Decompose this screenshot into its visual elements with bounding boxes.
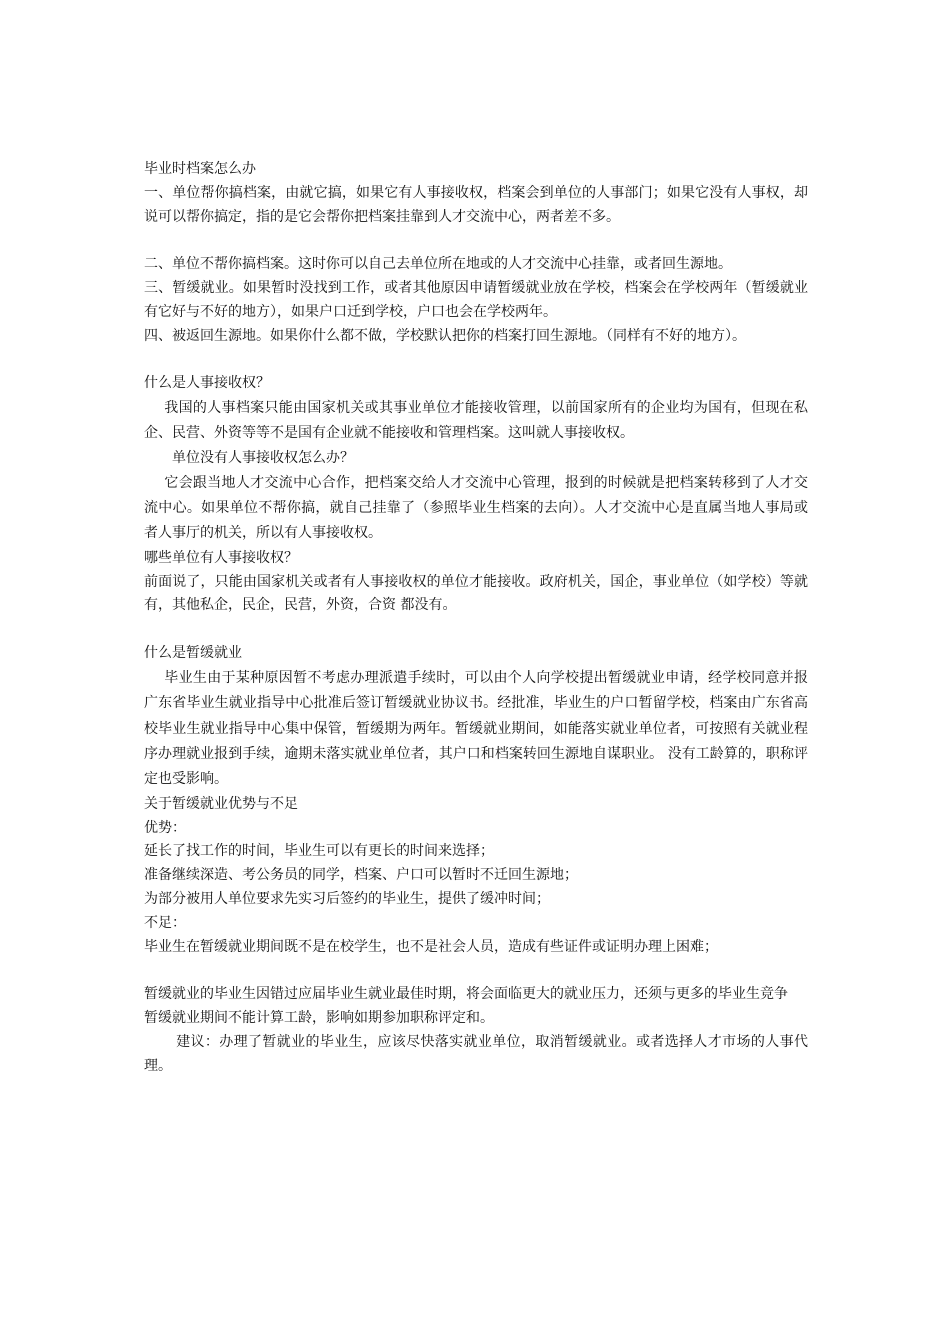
disadvantage-item: 暂缓就业期间不能计算工龄，影响如期参加职称评定和。 xyxy=(144,1009,494,1026)
advantages-label: 优势： xyxy=(144,819,186,836)
paragraph-option-2: 二、单位不帮你搞档案。这时你可以自己去单位所在地或的人才交流中心挂靠，或者回生源地。 xyxy=(144,256,732,273)
advice-paragraph: 建议：办理了暂就业的毕业生，应该尽快落实就业单位，取消暂缓就业。或者选择人才市场的人事代理。 xyxy=(144,1033,808,1074)
document-body xyxy=(144,158,808,1078)
doc-title: 毕业时档案怎么办 xyxy=(144,161,256,177)
paragraph-personnel-right: 我国的人事档案只能由国家机关或其事业单位才能接收管理，以前国家所有的企业均为国有，但现在私企、民营、外资等等不是国有企业就不能接收和管理档案。这叫就人事接收权。 xyxy=(144,399,808,442)
blank-line xyxy=(144,959,808,983)
section-heading-personnel-right: 什么是人事接收权？ xyxy=(144,375,270,392)
paragraph-talent-center: 它会跟当地人才交流中心合作，把档案交给人才交流中心管理，报到的时候就是把档案转移到了人才交流中心。如果单位不帮你搞，就自己挂靠了（参照毕业生档案的去向）。人才交流中心是直属当地人事局或者人事厅的机关，所以有人事接收权。 xyxy=(144,474,808,542)
blank-line xyxy=(144,229,808,253)
advantage-item: 准备继续深造、考公务员的同学，档案、户口可以暂时不迁回生源地； xyxy=(144,867,578,884)
paragraph-option-1: 一、单位帮你搞档案，由就它搞，如果它有人事接收权，档案会到单位的人事部门；如果它没有人事权，却说可以帮你搞定，指的是它会帮你把档案挂靠到人才交流中心，两者差不多。 xyxy=(144,184,808,225)
subheading-pros-cons: 关于暂缓就业优势与不足 xyxy=(144,795,298,812)
advantage-item: 为部分被用人单位要求先实习后签约的毕业生，提供了缓冲时间； xyxy=(144,891,550,907)
disadvantages-label: 不足： xyxy=(144,914,186,931)
question-no-personnel-right: 单位没有人事接收权怎么办？ xyxy=(172,449,354,466)
blank-line xyxy=(144,618,808,642)
disadvantage-item: 毕业生在暂缓就业期间既不是在校学生，也不是社会人员，造成有些证件或证明办理上困难； xyxy=(144,938,718,955)
paragraph-option-3: 三、暂缓就业。如果暂时没找到工作，或者其他原因申请暂缓就业放在学校，档案会在学校两年（暂缓就业有它好与不好的地方），如果户口迁到学校，户口也会在学校两年。 xyxy=(144,279,808,320)
paragraph-deferred-employment: 毕业生由于某种原因暂不考虑办理派遣手续时，可以由个人向学校提出暂缓就业申请，经学校同意并报广东省毕业生就业指导中心批准后签订暂缓就业协议书。经批准，毕业生的户口暂留学校，档案由广东省高校毕业生就业指导中心集中保管，暂缓期为两年。暂缓就业期间，如能落实就业单位者，可按照有关就业程序办理就业报到手续，逾期未落实就业单位者，其户口和档案转回生源地自谋职业。 没有工龄算的，职称评定也受影响。 xyxy=(144,669,808,788)
advantage-item: 延长了找工作的时间，毕业生可以有更长的时间来选择； xyxy=(144,843,494,860)
disadvantage-item: 暂缓就业的毕业生因错过应届毕业生就业最佳时期，将会面临更大的就业压力，还须与更多的毕业生竞争 xyxy=(144,986,788,1003)
paragraph-option-4: 四、被返回生源地。如果你什么都不做，学校默认把你的档案打回生源地。（同样有不好的地方）。 xyxy=(144,327,746,344)
section-heading-deferred-employment: 什么是暂缓就业 xyxy=(144,644,242,661)
blank-line xyxy=(144,348,808,372)
paragraph-which-units: 前面说了，只能由国家机关或者有人事接收权的单位才能接收。政府机关，国企，事业单位（如学校）等就有，其他私企，民企，民营，外资，合资 都没有。 xyxy=(144,573,808,614)
question-which-units: 哪些单位有人事接收权？ xyxy=(144,549,298,566)
